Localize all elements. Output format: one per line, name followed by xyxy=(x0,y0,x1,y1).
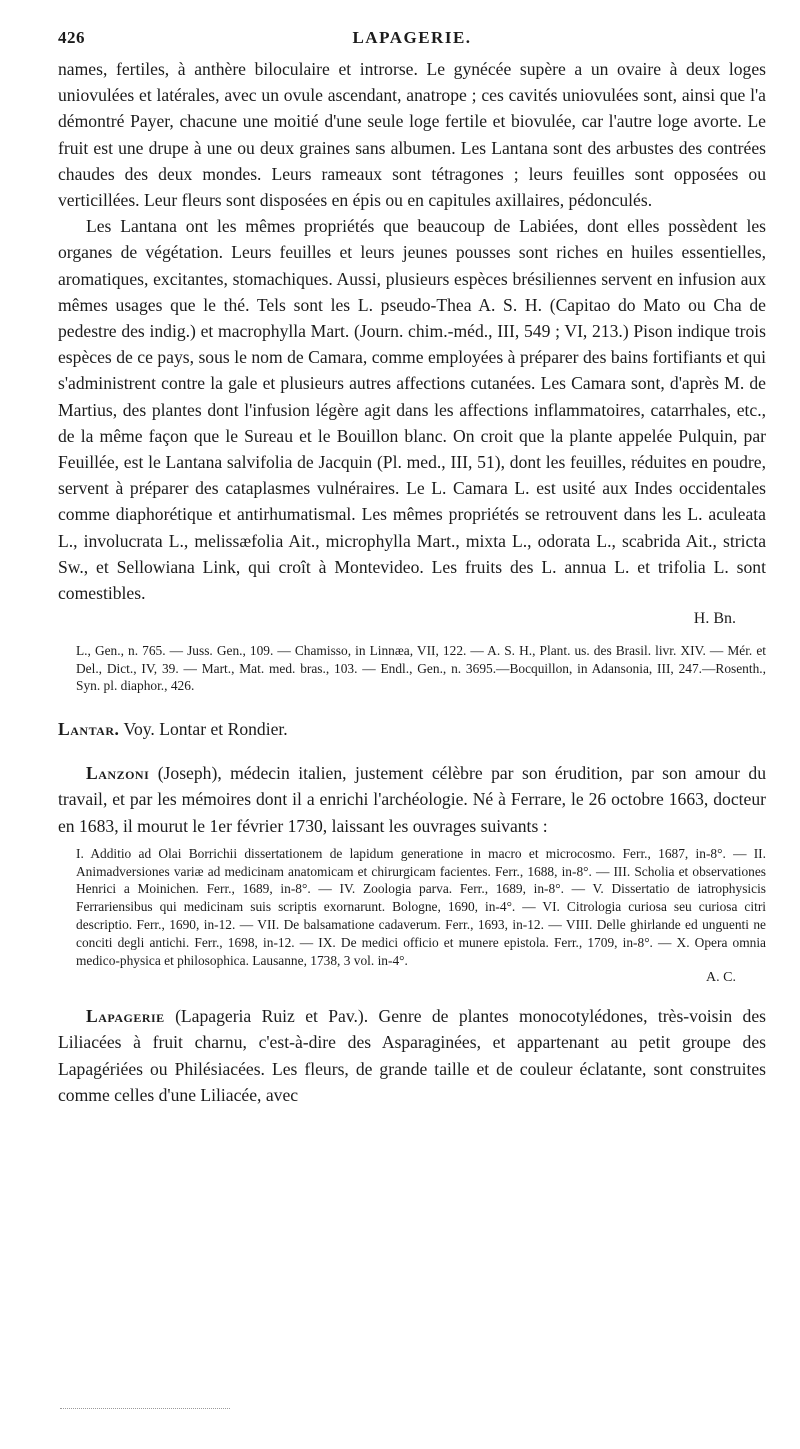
lantana-paragraph-1: names, fertiles, à anthère biloculaire et introrse. Le gynécée supère a un ovaire à deux loges uniovulées et latérales, avec un ovule ascendant, anatrope ; ces cavités uniovulées sont, ainsi que l'a démontré Payer, chacune une moitié d'une seule loge fertile et biovulée, car l'autre loge avorte. Le fruit est une drupe à une ou deux graines sans albumen. Les Lantana sont des arbustes des contrées chaudes des deux mondes. Leurs rameaux sont tétragones ; leurs feuilles sont opposées ou verticillées. Leur fleurs sont disposées en épis ou en capitules axillaires, pédonculés. xyxy=(58,59,766,211)
lantana-references xyxy=(58,642,766,694)
lantana-paragraph-2: Les Lantana ont les mêmes propriétés que beaucoup de Labiées, dont elles possèdent les organes de végétation. Leurs feuilles et leurs jeunes pousses sont riches en huiles essentielles, aromatiques, excitantes, stomachiques. Aussi, plusieurs espèces brésiliennes servent en infusion aux mêmes usages que le thé. Tels sont les L. pseudo-Thea A. S. H. (Capitao do Mato ou Cha de pedestre des indig.) et macrophylla Mart. (Journ. chim.-méd., III, 549 ; VI, 213.) Pison indique trois espèces de ce pays, sous le nom de Camara, comme employées à préparer des bains fortifiants et qui s'administrent contre la gale et plusieurs autres affections cutanées. Les Camara sont, d'après M. de Martius, des plantes dont l'infusion légère agit dans les affections inflammatoires, catarrhales, etc., de la même façon que le Sureau et le Bouillon blanc. On croit que la plante appelée Pulquin, par Feuillée, est le Lantana salvifolia de Jacquin (Pl. med., III, 51), dont les feuilles, réduites en poudre, servent à préparer des cataplasmes vulnéraires. Le L. Camara L. est usité aux Indes occidentales comme diaphorétique et antirhumatismal. Les mêmes propriétés se retrouvent dans les L. aculeata L., involucrata L., melissæfolia Ait., microphylla Mart., mixta L., odorata L., scabrida Ait., stricta Sw., et Sellowiana Link, qui croît à Montevideo. Les fruits des L. annua L. et trifolia L. sont comestibles. xyxy=(58,216,766,604)
lantana-entry xyxy=(58,56,766,632)
lanzoni-text: (Joseph), médecin italien, justement célèbre par son érudition, par son amour du travail, et par les mémoires dont il a enrichi l'archéologie. Né à Ferrare, le 26 octobre 1663, docteur en 1683, il mourut le 1er février 1730, laissant les ouvrages suivants : xyxy=(58,763,766,836)
lapagerie-entry xyxy=(58,1003,766,1108)
page-number: 426 xyxy=(58,28,85,47)
references-text: L., Gen., n. 765. — Juss. Gen., 109. — Chamisso, in Linnæa, VII, 122. — A. S. H., Plant. us. des Brasil. livr. XIV. — Mér. et Del., Dict., IV, 39. — Mart., Mat. med. bras., 103. — Endl., Gen., n. 3695.—Bocquillon, in Adansonia, III, 247.—Rosenth., Syn. pl. diaphor., 426. xyxy=(76,643,766,693)
lantar-text: Voy. Lontar et Rondier. xyxy=(123,719,288,740)
lanzoni-entry xyxy=(58,760,766,839)
lanzoni-works-text: I. Additio ad Olai Borrichii dissertationem de lapidum generatione in macro et microcosmo. Ferr., 1687, in-8°. — II. Animadversiones variæ ad medicinam anatomicam et chirurgicam facientes. Ferr., 1688, in-8°. — III. Scholia et observationes Henrici a Moinichen. Ferr., 1689, in-8°. — IV. Zoologia parva. Ferr., 1689, in-8°. — V. Dissertatio de iatrophysicis Ferrariensibus qui medicinam suis scriptis exornarunt. Bologne, 1690, in-4°. — VI. Citrologia curiosa seu curiosa citri descriptio. Ferr., 1690, in-12. — VII. De balsamatione cadaverum. Ferr., 1693, in-12. — VIII. Delle ghirlande ed unguenti ne conciti degli antichi. Ferr., 1698, in-12. — IX. De medici officio et munere epistola. Ferr., 1709, in-8°. — X. Opera omnia medico-physica et philosophica. Lausanne, 1738, 3 vol. in-4°. xyxy=(76,845,766,968)
lanzoni-signature: A. C. xyxy=(706,970,736,986)
lantar-entry xyxy=(58,716,766,742)
lantar-headword: Lantar. xyxy=(58,719,120,740)
page-header xyxy=(58,18,766,56)
lanzoni-works xyxy=(58,845,766,987)
lapagerie-text: (Lapageria Ruiz et Pav.). Genre de plantes monocotylédones, très-voisin des Liliacées à fruit charnu, c'est-à-dire des Asparaginées, et appartenant au petit groupe des Lapagériées ou Philésiacées. Les fleurs, de grande taille et de couleur éclatante, sont construites comme celles d'une Liliacée, avec xyxy=(58,1006,766,1105)
bottom-scan-mark xyxy=(60,1408,230,1411)
page xyxy=(58,18,766,1108)
lantana-signature: H. Bn. xyxy=(693,610,736,628)
running-title: LAPAGERIE. xyxy=(352,28,472,47)
lanzoni-headword: Lanzoni xyxy=(86,763,150,784)
lapagerie-headword: Lapagerie xyxy=(86,1006,165,1027)
